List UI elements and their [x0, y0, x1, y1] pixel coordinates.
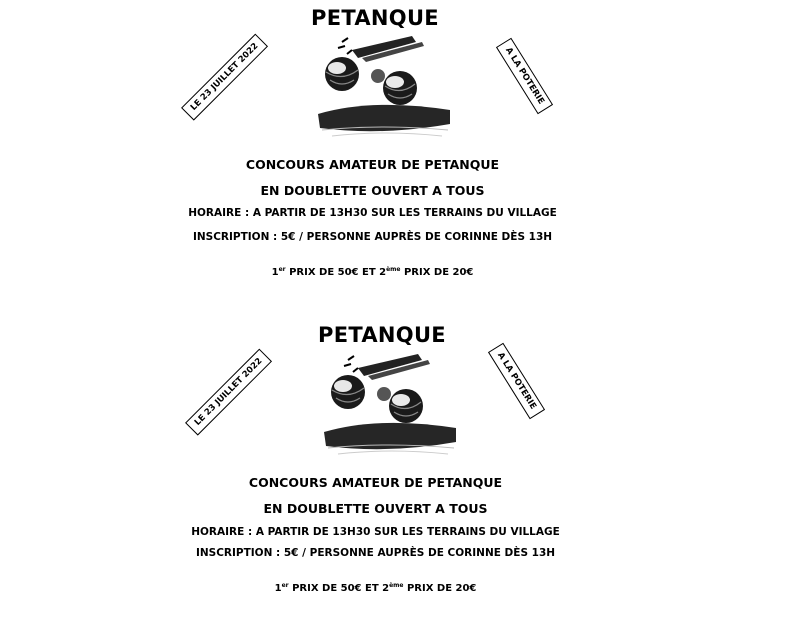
date-stamp: LE 23 JUILLET 2022 — [181, 33, 268, 120]
registration-line: INSCRIPTION : 5€ / PERSONNE AUPRÈS DE CORINNE DÈS 13H — [195, 547, 556, 559]
event-title-line: CONCOURS AMATEUR DE PETANQUE — [248, 475, 503, 490]
event-title-line: CONCOURS AMATEUR DE PETANQUE — [245, 157, 500, 172]
registration-line: INSCRIPTION : 5€ / PERSONNE AUPRÈS DE CORINNE DÈS 13H — [192, 231, 553, 243]
flyer-title: PETANQUE — [311, 6, 439, 30]
schedule-line: HORAIRE : A PARTIR DE 13H30 SUR LES TERRAINS DU VILLAGE — [188, 207, 557, 219]
flyer-title: PETANQUE — [318, 323, 446, 347]
date-stamp: LE 23 JUILLET 2022 — [185, 348, 272, 435]
place-stamp: A LA POTERIE — [488, 343, 545, 420]
petanque-balls-illustration — [312, 32, 452, 140]
event-format-line: EN DOUBLETTE OUVERT A TOUS — [263, 501, 488, 516]
schedule-line: HORAIRE : A PARTIR DE 13H30 SUR LES TERRAINS DU VILLAGE — [191, 526, 560, 538]
event-format-line: EN DOUBLETTE OUVERT A TOUS — [260, 183, 485, 198]
flyer-bottom — [0, 318, 800, 618]
prizes-line: 1er PRIX DE 50€ ET 2ème PRIX DE 20€ — [271, 266, 474, 278]
petanque-balls-illustration — [318, 350, 458, 458]
flyer-top — [0, 0, 800, 300]
prizes-line: 1er PRIX DE 50€ ET 2ème PRIX DE 20€ — [274, 582, 477, 594]
place-stamp: A LA POTERIE — [496, 38, 553, 115]
